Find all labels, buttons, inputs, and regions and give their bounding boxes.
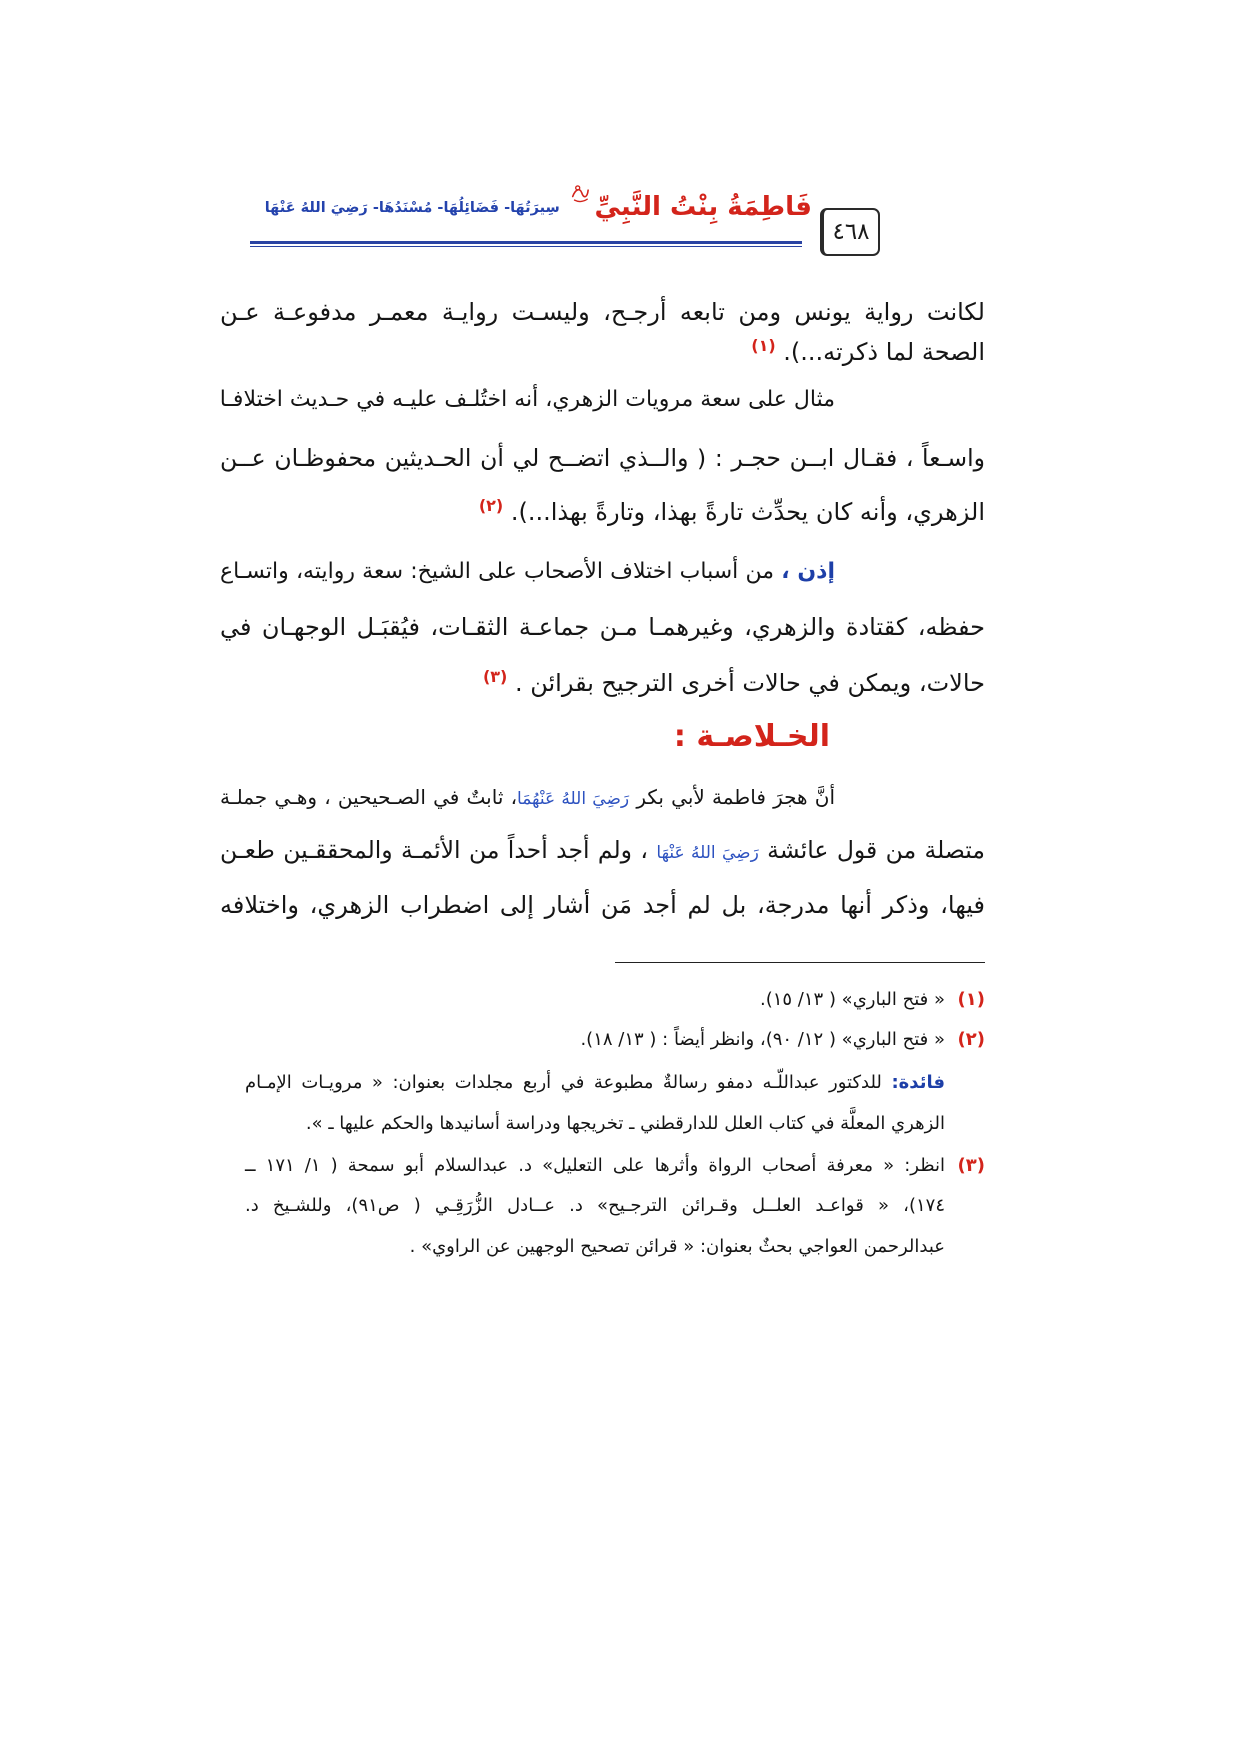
salawat-emblem-icon — [570, 182, 592, 204]
footnote-ref: (٢) — [478, 496, 504, 515]
body-text: حفظه، كقتادة والزهري، وغيرهمـا مـن جماعـة الثقـات، فيُقبَـل الوجهـان في — [220, 613, 985, 641]
footnote-line — [245, 1065, 945, 1101]
body-text: فيها، وذكر أنها مدرجة، بل لم أجد مَن أشار إلى اضطراب الزهري، واختلافه — [220, 891, 985, 919]
footnote-ref: (٣) — [482, 667, 508, 686]
footnote-line: عبدالرحمن العواجي بحثٌ بعنوان: « قرائن تصحيح الوجهين عن الراوي» . — [409, 1236, 945, 1257]
body-line — [220, 438, 985, 478]
body-text: مثال على سعة مرويات الزهري، أنه اختُلـف عليـه في حـديث اختلافـا — [219, 387, 835, 412]
footnote-text: « فتح الباري» ( ١٢/ ٩٠)، وانظر أيضاً : ( ١٣/ ١٨). — [580, 1029, 945, 1050]
footnote-number: (٣) — [957, 1155, 985, 1176]
lead-word: إذن ، — [781, 559, 836, 584]
body-text: لكانت رواية يونس ومن تابعه أرجـح، وليسـت روايـة معمـر مدفوعـة عـن — [220, 298, 985, 326]
body-text: ، ولم أجد أحداً من الأئمـة والمحققـين طعـن — [220, 836, 648, 864]
body-line — [220, 552, 835, 592]
section-heading: الخـلاصـة : — [673, 719, 830, 754]
page-number: ٤٦٨ — [820, 208, 880, 256]
footnote-number: (٢) — [957, 1029, 985, 1050]
honorific-text: رَضِيَ اللهُ عَنْهَا — [656, 843, 759, 863]
benefit-label: فائدة: — [891, 1072, 945, 1093]
book-subtitle: سِيرَتُهَا- فَضَائِلُهَا- مُسْنَدُهَا- رَضِيَ اللهُ عَنْهَا — [264, 200, 560, 216]
footnote-text: للدكتور عبداللّـه دمفو رسالةٌ مطبوعة في أربع مجلدات بعنوان: « مرويـات الإمـام — [245, 1072, 882, 1093]
footnote-ref: (١) — [751, 336, 776, 355]
body-text: الصحة لما ذكرته...). — [783, 338, 985, 366]
book-title: فَاطِمَةُ بِنْتُ النَّبِيِّ — [594, 192, 812, 223]
footnote-text: « فتح الباري» ( ١٣/ ١٥). — [759, 989, 945, 1010]
body-line — [220, 885, 985, 925]
footnote-number: (١) — [957, 989, 985, 1010]
body-line — [220, 332, 985, 372]
footnote-separator — [615, 962, 985, 963]
header-double-rule — [250, 241, 802, 247]
body-text: من أسباب اختلاف الأصحاب على الشيخ: سعة روايته، واتسـاع — [220, 559, 774, 584]
footnote-line: ١٧٤)، « قواعـد العلــل وقـرائن الترجـيح» د. عــادل الزُّرَقِـي ( ص٩١)، وللشـيخ د. — [245, 1195, 946, 1216]
honorific-text: رَضِيَ اللهُ عَنْهُمَا — [517, 789, 630, 809]
body-line — [220, 292, 985, 332]
running-header-title — [250, 176, 812, 240]
body-text: ، ثابتٌ في الصـحيحين ، وهـي جملـة — [220, 785, 518, 809]
body-line — [220, 492, 985, 532]
body-line — [220, 380, 835, 420]
body-text: متصلة من قول عائشة — [767, 836, 985, 864]
body-text: واسـعاً ، فقـال ابــن حجـر : ( والــذي اتضــح لي أن الحـديثين محفوظـان عــن — [220, 444, 985, 472]
body-line — [220, 663, 985, 703]
footnote-line: انظر: « معرفة أصحاب الرواة وأثرها على التعليل» د. عبدالسلام أبو سمحة ( ١/ ١٧١ ــ — [245, 1155, 945, 1176]
body-text: حالات، ويمكن في حالات أخرى الترجيح بقرائن . — [514, 669, 985, 697]
body-line — [220, 830, 985, 870]
body-text: أنَّ هجرَ فاطمة لأبي بكر — [636, 785, 836, 809]
footnote-line: الزهري المعلَّة في كتاب العلل للدارقطني ـ تخريجها ودراسة أسانيدها والحكم عليها ـ ». — [305, 1113, 945, 1134]
body-line — [220, 777, 835, 817]
body-text: الزهري، وأنه كان يحدِّث تارةً بهذا، وتارةً بهذا...). — [510, 498, 985, 526]
body-line — [220, 607, 985, 647]
